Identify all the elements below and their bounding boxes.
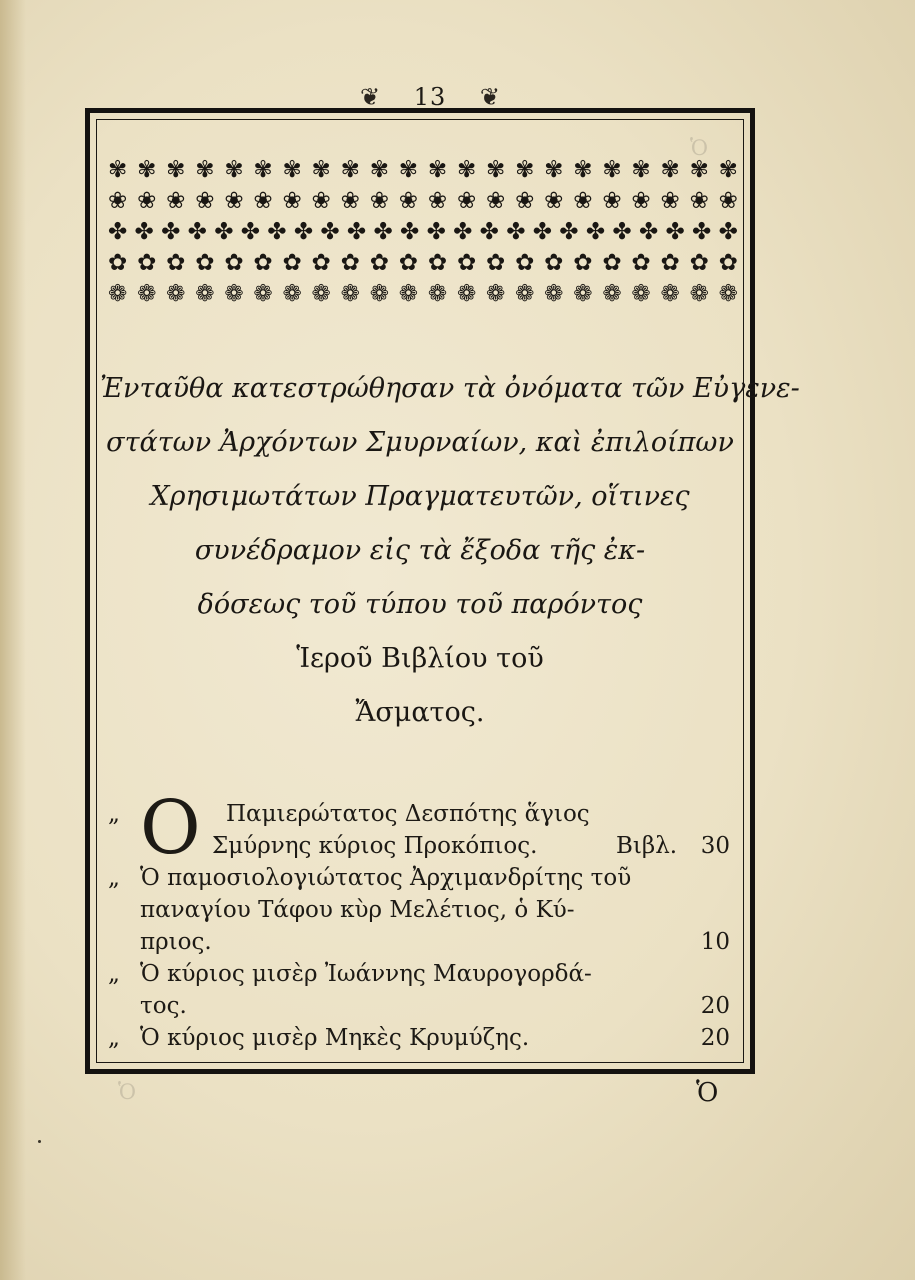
ornament-row (108, 280, 738, 308)
subscriber-entry (108, 785, 738, 871)
ornament-icon: ✤ (453, 219, 473, 245)
ornament-icon: ✾ (573, 157, 593, 183)
quote-mark: „ (108, 865, 120, 891)
entry-text: Ὁ κύριος μισὲρ Ἰωάννης Μαυρογορδά- (140, 961, 592, 987)
subscriber-entry (108, 1022, 738, 1054)
ornament-icon: ✿ (398, 250, 419, 276)
ornament-icon: ✿ (224, 250, 244, 276)
ornament-icon: ❁ (340, 281, 360, 307)
ornament-icon: ✿ (137, 250, 157, 276)
ornament-row (108, 218, 738, 246)
entry-text: τος. (140, 993, 187, 1019)
ornament-icon: ❀ (427, 188, 448, 214)
ornament-icon: ❁ (573, 281, 593, 307)
ornament-icon: ❁ (166, 281, 186, 307)
ornament-row (108, 187, 738, 215)
book-count: 20 (700, 1025, 730, 1051)
ornament-icon: ❀ (718, 188, 738, 214)
subscriber-list (108, 785, 738, 1054)
ornament-icon: ✾ (486, 157, 506, 183)
ornament-icon: ✾ (427, 157, 448, 183)
ornament-icon: ❁ (456, 281, 477, 307)
ornament-icon: ✾ (282, 157, 302, 183)
ornament-icon: ❁ (311, 281, 331, 307)
ornament-icon: ✾ (660, 157, 680, 183)
ornament-icon: ✤ (665, 219, 685, 245)
ornament-icon: ✾ (224, 157, 244, 183)
book-count: 30 (700, 833, 730, 859)
ornament-row (108, 156, 738, 184)
heading-line: δόσεως τοῦ τύπου τοῦ παρόντος (197, 589, 643, 620)
ornament-icon: ✿ (718, 250, 738, 276)
ornament-band (108, 156, 738, 308)
ornament-icon: ❁ (544, 281, 564, 307)
ornament-icon: ✤ (718, 219, 738, 245)
ornament-icon: ❁ (282, 281, 302, 307)
ornament-icon: ❁ (602, 281, 622, 307)
ornament-icon: ❀ (573, 188, 593, 214)
ornament-icon: ✾ (602, 157, 622, 183)
book-count: 10 (700, 929, 730, 955)
ornament-icon: ✤ (267, 219, 287, 245)
fleuron-left-icon: ❦ (360, 83, 381, 111)
bleed-through-mark: Ὁ (118, 1080, 137, 1104)
ornament-icon: ❀ (689, 188, 709, 214)
ornament-icon: ❀ (602, 188, 622, 214)
ornament-icon: ✿ (311, 250, 331, 276)
ornament-icon: ❀ (340, 188, 360, 214)
ornament-icon: ❁ (427, 281, 448, 307)
ornament-icon: ✤ (320, 219, 340, 245)
ornament-row (108, 249, 738, 277)
subscriber-entry (108, 862, 738, 958)
ornament-icon: ✾ (340, 157, 360, 183)
entry-text: Ὁ παμοσιολογιώτατος Ἀρχιμανδρίτης τοῦ (140, 865, 632, 891)
ornament-icon: ✾ (718, 157, 738, 183)
ornament-icon: ❀ (660, 188, 680, 214)
page-edge-shadow (0, 0, 26, 1280)
ornament-icon: ✾ (689, 157, 709, 183)
ornament-icon: ❁ (224, 281, 244, 307)
bleed-through-mark: Ὁ (690, 136, 709, 160)
ornament-icon: ❁ (718, 281, 738, 307)
quote-mark: „ (108, 961, 120, 987)
ornament-icon: ❁ (108, 281, 128, 307)
unit-label: Βιβλ. (616, 833, 678, 859)
ornament-icon: ✤ (479, 219, 499, 245)
ornament-icon: ✤ (346, 219, 367, 245)
ornament-icon: ✾ (108, 157, 128, 183)
drop-cap: Ο (140, 785, 201, 871)
entry-text: Παμιερώτατος Δεσπότης ἅγιος (226, 801, 590, 827)
ornament-icon: ❀ (137, 188, 157, 214)
ornament-icon: ❁ (369, 281, 389, 307)
ornament-icon: ❀ (253, 188, 273, 214)
ink-speck (38, 1140, 41, 1143)
ornament-icon: ✿ (486, 250, 506, 276)
ornament-icon: ❀ (486, 188, 506, 214)
entry-text: πριος. (140, 929, 212, 955)
ornament-icon: ❀ (398, 188, 419, 214)
ornament-icon: ✿ (427, 250, 448, 276)
ornament-icon: ❀ (311, 188, 331, 214)
ornament-icon: ✿ (253, 250, 273, 276)
ornament-icon: ✾ (311, 157, 331, 183)
heading-line: συνέδραμον εἰς τὰ ἔξοδα τῆς ἐκ- (194, 535, 646, 566)
ornament-icon: ✤ (506, 219, 526, 245)
ornament-icon: ✾ (631, 157, 651, 183)
ornament-icon: ✤ (214, 219, 234, 245)
ornament-icon: ✿ (660, 250, 680, 276)
ornament-icon: ❀ (544, 188, 564, 214)
ornament-icon: ❁ (515, 281, 535, 307)
ornament-icon: ✾ (544, 157, 564, 183)
ornament-icon: ✾ (195, 157, 215, 183)
ornament-icon: ✿ (369, 250, 389, 276)
ornament-icon: ✿ (108, 250, 128, 276)
ornament-icon: ❁ (631, 281, 651, 307)
ornament-icon: ✤ (559, 219, 579, 245)
subscriber-entry (108, 958, 738, 1022)
catchword: Ὁ (696, 1078, 719, 1108)
ornament-icon: ✤ (400, 219, 420, 245)
ornament-icon: ✿ (544, 250, 564, 276)
ornament-icon: ❁ (660, 281, 680, 307)
ornament-icon: ✾ (253, 157, 273, 183)
ornament-icon: ❀ (515, 188, 535, 214)
heading-line: Ἐνταῦθα κατεστρώθησαν τὰ ὀνόματα τῶν Εὐγενε- (100, 373, 800, 404)
ornament-icon: ❀ (369, 188, 389, 214)
ornament-icon: ✾ (515, 157, 535, 183)
ornament-icon: ✿ (515, 250, 535, 276)
fleuron-right-icon: ❦ (479, 83, 500, 111)
heading-line: Ἱεροῦ Βιβλίου τοῦ (296, 643, 544, 674)
entry-text: παναγίου Τάφου κὺρ Μελέτιος, ὁ Κύ- (140, 897, 575, 923)
book-count: 20 (700, 993, 730, 1019)
ornament-icon: ✤ (240, 219, 261, 245)
ornament-icon: ✤ (612, 219, 632, 245)
ornament-icon: ✤ (134, 219, 154, 245)
ornament-icon: ❁ (137, 281, 157, 307)
ornament-icon: ✿ (689, 250, 709, 276)
ornament-icon: ❀ (456, 188, 477, 214)
heading-line: Ἄσματος. (355, 697, 485, 728)
ornament-icon: ✤ (585, 219, 606, 245)
entry-text: Σμύρνης κύριος Προκόπιος. (212, 833, 538, 859)
ornament-icon: ✾ (166, 157, 186, 183)
ornament-icon: ❀ (108, 188, 128, 214)
ornament-icon: ❀ (195, 188, 215, 214)
ornament-icon: ❀ (166, 188, 186, 214)
ornament-icon: ✿ (602, 250, 622, 276)
page-number: 13 (413, 83, 447, 111)
ornament-icon: ❁ (398, 281, 419, 307)
quote-mark: „ (108, 1025, 120, 1051)
ornament-icon: ✤ (187, 219, 207, 245)
ornament-icon: ❁ (253, 281, 273, 307)
title-block (100, 362, 800, 740)
ornament-icon: ✿ (340, 250, 360, 276)
ornament-icon: ✾ (456, 157, 477, 183)
ornament-icon: ✿ (166, 250, 186, 276)
ornament-icon: ✤ (293, 219, 314, 245)
quote-mark: „ (108, 801, 120, 827)
entry-text: Ὁ κύριος μισὲρ Μηκὲς Κρυμύζης. (140, 1025, 530, 1051)
ornament-icon: ✾ (137, 157, 157, 183)
ornament-icon: ✤ (373, 219, 393, 245)
ornament-icon: ❁ (195, 281, 215, 307)
ornament-icon: ✿ (573, 250, 593, 276)
ornament-icon: ✤ (161, 219, 181, 245)
heading-line: στάτων Ἀρχόντων Σμυρναίων, καὶ ἐπιλοίπων (106, 427, 734, 458)
ornament-icon: ✤ (638, 219, 659, 245)
ornament-icon: ✤ (532, 219, 553, 245)
ornament-icon: ✤ (692, 219, 712, 245)
ornament-icon: ❀ (631, 188, 651, 214)
ornament-icon: ✿ (195, 250, 215, 276)
ornament-icon: ❁ (486, 281, 506, 307)
ornament-icon: ✿ (282, 250, 302, 276)
heading-line: Χρησιμωτάτων Πραγματευτῶν, οἵτινες (150, 481, 690, 512)
ornament-icon: ✤ (426, 219, 446, 245)
ornament-icon: ✿ (456, 250, 477, 276)
ornament-icon: ✿ (631, 250, 651, 276)
ornament-icon: ❀ (282, 188, 302, 214)
ornament-icon: ✤ (108, 219, 128, 245)
ornament-icon: ✾ (398, 157, 419, 183)
ornament-icon: ❀ (224, 188, 244, 214)
ornament-icon: ❁ (689, 281, 709, 307)
ornament-icon: ✾ (369, 157, 389, 183)
